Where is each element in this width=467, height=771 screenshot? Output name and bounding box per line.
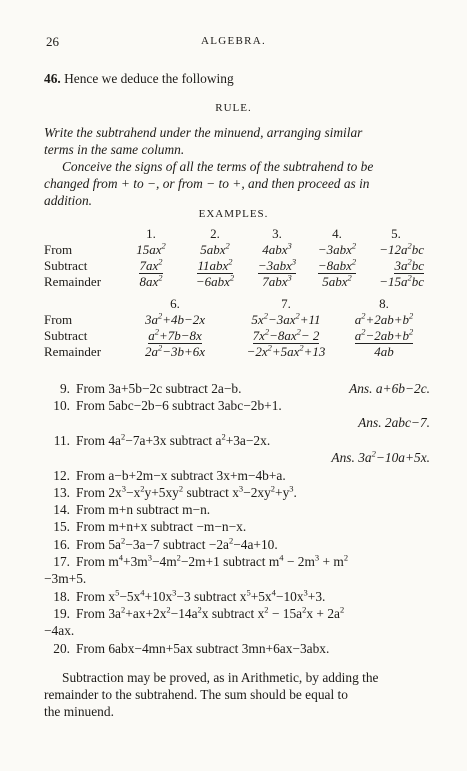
rule-title: RULE. xyxy=(215,102,252,114)
minuend: $a^2+2ab+b^2$ xyxy=(354,310,414,327)
remainder: $2a^2-3b+6x$ xyxy=(144,342,206,359)
example-number: 8. xyxy=(379,296,389,311)
closing-line-3: the minuend. xyxy=(44,704,114,719)
row-label-from: From xyxy=(44,312,73,327)
minuend: −3abx$^2$ xyxy=(317,240,357,257)
rule-para2-line1: Conceive the signs of all the terms of the subtrahend to be xyxy=(62,159,374,174)
subtrahend: $a^2-2ab+b^2$ xyxy=(354,326,414,343)
row-label-remainder: Remainder xyxy=(44,344,102,359)
table-row xyxy=(44,328,426,344)
list-item: 10. From 5abc−2b−6 subtract 3abc−2b+1. xyxy=(53,398,282,413)
list-item: 13. From $2x^3-x^2y+5xy^2$ subtract $x^3-2xy^2+y^3$. xyxy=(53,483,297,500)
example-number: 1. xyxy=(146,226,156,241)
subtrahend: 11abx$^2$ xyxy=(197,256,233,273)
minuend: 4abx$^3$ xyxy=(262,240,292,257)
list-item: −3m+5. xyxy=(44,571,87,586)
list-item: 18. From $x^5-5x^4+10x^3-3$ subtract $x^5+5x^4-10x^3+3$. xyxy=(53,587,326,604)
example-number: 2. xyxy=(210,226,220,241)
textbook-page: 26 ALGEBRA. 46. Hence we deduce the following RULE. Write the subtrahend under the minuend, arranging similar terms in the same column. Conceive the signs of all the terms of the subtrahend to be changed from + to −, or from − to +, and then proceed as in addition. EXAMPLES. 1. 2. 3. 4. 5. From $15ax^2$ 5abx$^2$ 4abx$^3$ −3abx$^2$ $-12a^2bc$ Subtract $7ax^2$ 11abx$^2$ −3abx$^3$ −8abx$^2$ $3a^2bc$ Remainder $8ax^2$ −6abx$^2$ 7abx$^3$ 5abx$^2$ $-15a^2bc$ 6. 7. 8. From $3a^2+4b-2x$ $5x^2-3ax^2+11$ $a^2+2ab+b^2$ Subtract $a^2+7b-8x$ $7x^2-8ax^2- 2$ $a^2-2ab+b^2$ Remainder $2a^2-3b+6x$ $-2x^2+5ax^2+13$ 4ab 9. From 3a+5b−2c subtract 2a−b. Ans. a+6b−2c. 10. From 5abc−2b−6 subtract 3abc−2b+1. Ans. 2abc−7. 11. From $4a^2-7a+3x$ subtract $a^2+3a-2x$. Ans. $3a^2-10a+5x$. 12. From a−b+2m−x subtract 3x+m−4b+a. 13. From $2x^3-x^2y+5xy^2$ subtract $x^3-2xy^2+y^3$. 14. From m+n subtract m−n. 15. From m+n+x subtract −m−n−x. 16. From $5a^2-3a-7$ subtract $-2a^2-4a+10$. 17. From $m^4+3m^3-4m^2-2m+1$ subtract $m^4 - 2m^3 + m^2$ −3m+5. 18. From $x^5-5x^4+10x^3-3$ subtract $x^5+5x^4-10x^3+3$. 19. From $3a^2+ax+2x^2-14a^2x$ subtract $x^2 - 15a^2x + 2a^2$ −4ax. 20. From 6abx−4mn+5ax subtract 3mn+6ax−3abx. Subtraction may be proved, as in Arithmetic, by adding the remainder to the subtrahend. The sum should be equal to the minuend. xyxy=(0,0,467,771)
minuend: $15ax^2$ xyxy=(136,240,166,257)
closing-line-2: remainder to the subtrahend. The sum should be equal to xyxy=(44,687,348,702)
rule-para2-line3: addition. xyxy=(44,193,92,208)
list-item: 12. From a−b+2m−x subtract 3x+m−4b+a. xyxy=(53,468,286,483)
list-item: 9. From 3a+5b−2c subtract 2a−b. Ans. a+6b−2c. xyxy=(59,381,430,396)
table-row xyxy=(44,344,426,360)
minuend: $3a^2+4b-2x$ xyxy=(144,310,206,327)
list-item: 16. From $5a^2-3a-7$ subtract $-2a^2-4a+10$. xyxy=(53,535,278,552)
list-item: −4ax. xyxy=(44,623,75,638)
example-number: 7. xyxy=(281,296,291,311)
rule-para1-line2: terms in the same column. xyxy=(44,142,185,157)
row-label-subtract: Subtract xyxy=(44,328,88,343)
subtrahend: $7x^2-8ax^2- 2$ xyxy=(252,326,320,343)
minuend: $-12a^2bc$ xyxy=(379,240,424,257)
list-item: 17. From $m^4+3m^3-4m^2-2m+1$ subtract $m^4 - 2m^3 + m^2$ xyxy=(53,552,349,569)
rule-para1-line1: Write the subtrahend under the minuend, arranging similar xyxy=(44,125,363,140)
minuend: $5x^2-3ax^2+11$ xyxy=(251,310,321,327)
table-row xyxy=(44,226,424,242)
example-number: 4. xyxy=(332,226,342,241)
remainder: −6abx$^2$ xyxy=(195,272,235,289)
subtrahend: −3abx$^3$ xyxy=(257,256,297,273)
remainder: $8ax^2$ xyxy=(139,272,163,289)
list-item: 15. From m+n+x subtract −m−n−x. xyxy=(53,519,247,534)
table-row xyxy=(44,274,424,290)
remainder: $-15a^2bc$ xyxy=(379,272,424,289)
remainder: 5abx$^2$ xyxy=(322,272,352,289)
examples-table-1 xyxy=(44,226,424,290)
row-label-remainder: Remainder xyxy=(44,274,102,289)
page-number: 26 xyxy=(46,34,59,49)
closing-line-1: Subtraction may be proved, as in Arithmetic, by adding the xyxy=(62,670,379,685)
section-intro xyxy=(44,71,428,87)
remainder: 7abx$^3$ xyxy=(262,272,292,289)
section-number: 46. xyxy=(44,71,61,86)
table-row xyxy=(44,312,426,328)
table-row xyxy=(44,242,424,258)
row-label-from: From xyxy=(44,242,73,257)
subtrahend: $7ax^2$ xyxy=(139,256,163,273)
table-row xyxy=(44,296,426,312)
section-intro-text: Hence we deduce the following xyxy=(64,71,234,86)
row-label-subtract: Subtract xyxy=(44,258,88,273)
remainder: 4ab xyxy=(374,344,394,359)
rule-para2-line2: changed from + to −, or from − to +, and then proceed as in xyxy=(44,176,370,191)
example-number: 3. xyxy=(272,226,282,241)
list-item: 20. From 6abx−4mn+5ax subtract 3mn+6ax−3abx. xyxy=(53,641,330,656)
example-number: 6. xyxy=(170,296,180,311)
list-item: 14. From m+n subtract m−n. xyxy=(53,502,211,517)
subtrahend: $3a^2bc$ xyxy=(394,256,424,273)
minuend: 5abx$^2$ xyxy=(200,240,230,257)
subtrahend: $a^2+7b-8x$ xyxy=(148,326,202,343)
table-row xyxy=(44,258,424,274)
examples-table-2 xyxy=(44,296,426,360)
subtrahend: −8abx$^2$ xyxy=(317,256,357,273)
running-title: ALGEBRA. xyxy=(200,35,267,47)
examples-title: EXAMPLES. xyxy=(198,208,269,220)
remainder: $-2x^2+5ax^2+13$ xyxy=(246,342,326,359)
list-item: 19. From $3a^2+ax+2x^2-14a^2x$ subtract $x^2 - 15a^2x + 2a^2$ xyxy=(53,604,345,621)
example-number: 5. xyxy=(391,226,401,241)
list-item: 11. From $4a^2-7a+3x$ subtract $a^2+3a-2x$. xyxy=(53,431,271,448)
